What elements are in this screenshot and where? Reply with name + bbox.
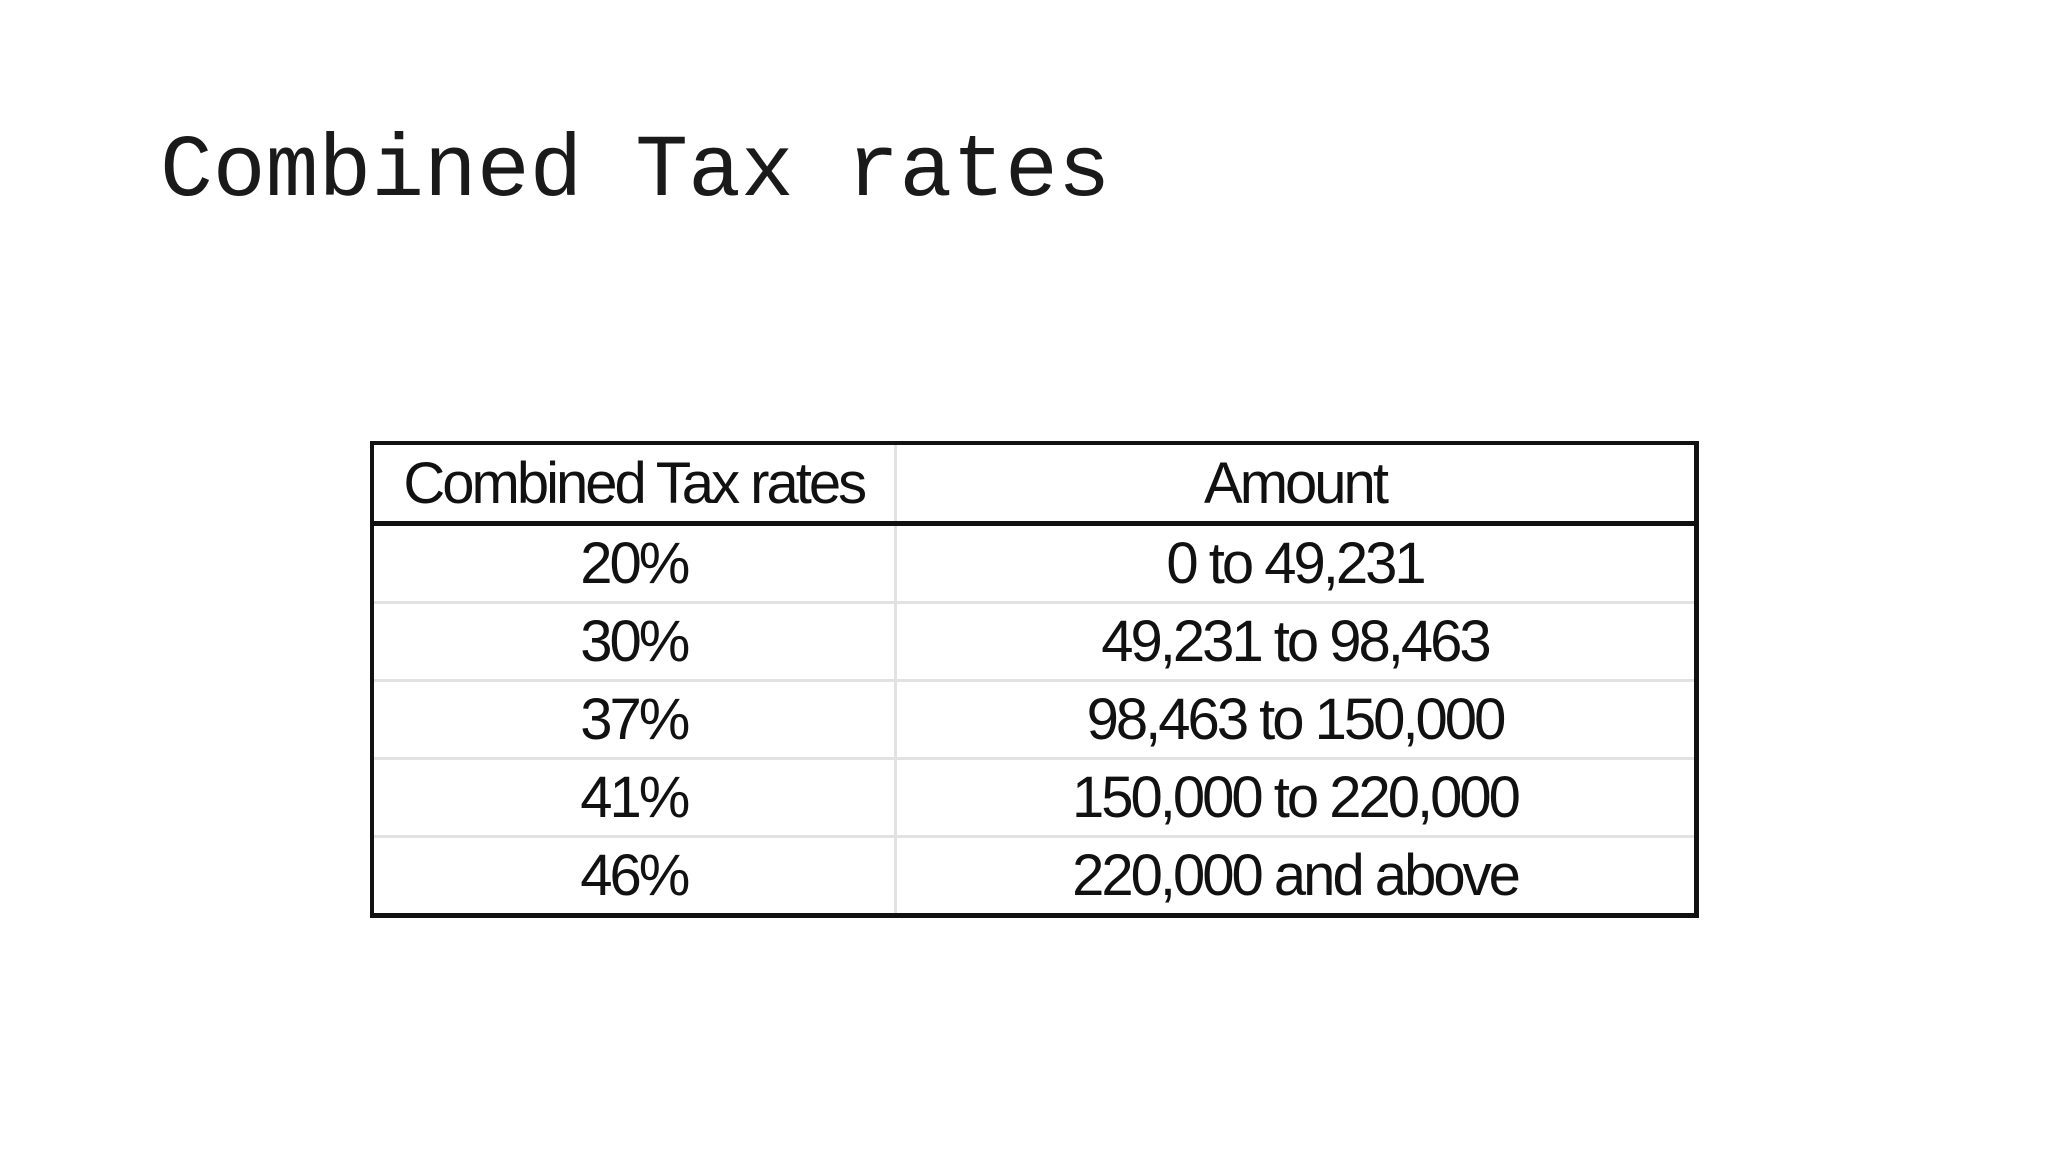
rate-cell: 20%	[372, 524, 895, 603]
table-row	[372, 681, 1696, 759]
rate-cell: 30%	[372, 603, 895, 681]
rate-cell: 46%	[372, 837, 895, 916]
table-body	[372, 524, 1696, 916]
table-row	[372, 603, 1696, 681]
table-header	[372, 443, 1696, 524]
header-amount: Amount	[895, 443, 1696, 524]
amount-cell: 150,000 to 220,000	[895, 759, 1696, 837]
rate-cell: 41%	[372, 759, 895, 837]
rate-cell: 37%	[372, 681, 895, 759]
amount-cell: 220,000 and above	[895, 837, 1696, 916]
tax-rates-table	[370, 441, 1699, 918]
slide-title: Combined Tax rates	[160, 123, 1111, 222]
table-row	[372, 524, 1696, 603]
amount-cell: 98,463 to 150,000	[895, 681, 1696, 759]
amount-cell: 49,231 to 98,463	[895, 603, 1696, 681]
header-combined-tax-rates: Combined Tax rates	[372, 443, 895, 524]
table-row	[372, 837, 1696, 916]
header-row	[372, 443, 1696, 524]
tax-rates-table-container	[370, 441, 1694, 918]
amount-cell: 0 to 49,231	[895, 524, 1696, 603]
table-row	[372, 759, 1696, 837]
